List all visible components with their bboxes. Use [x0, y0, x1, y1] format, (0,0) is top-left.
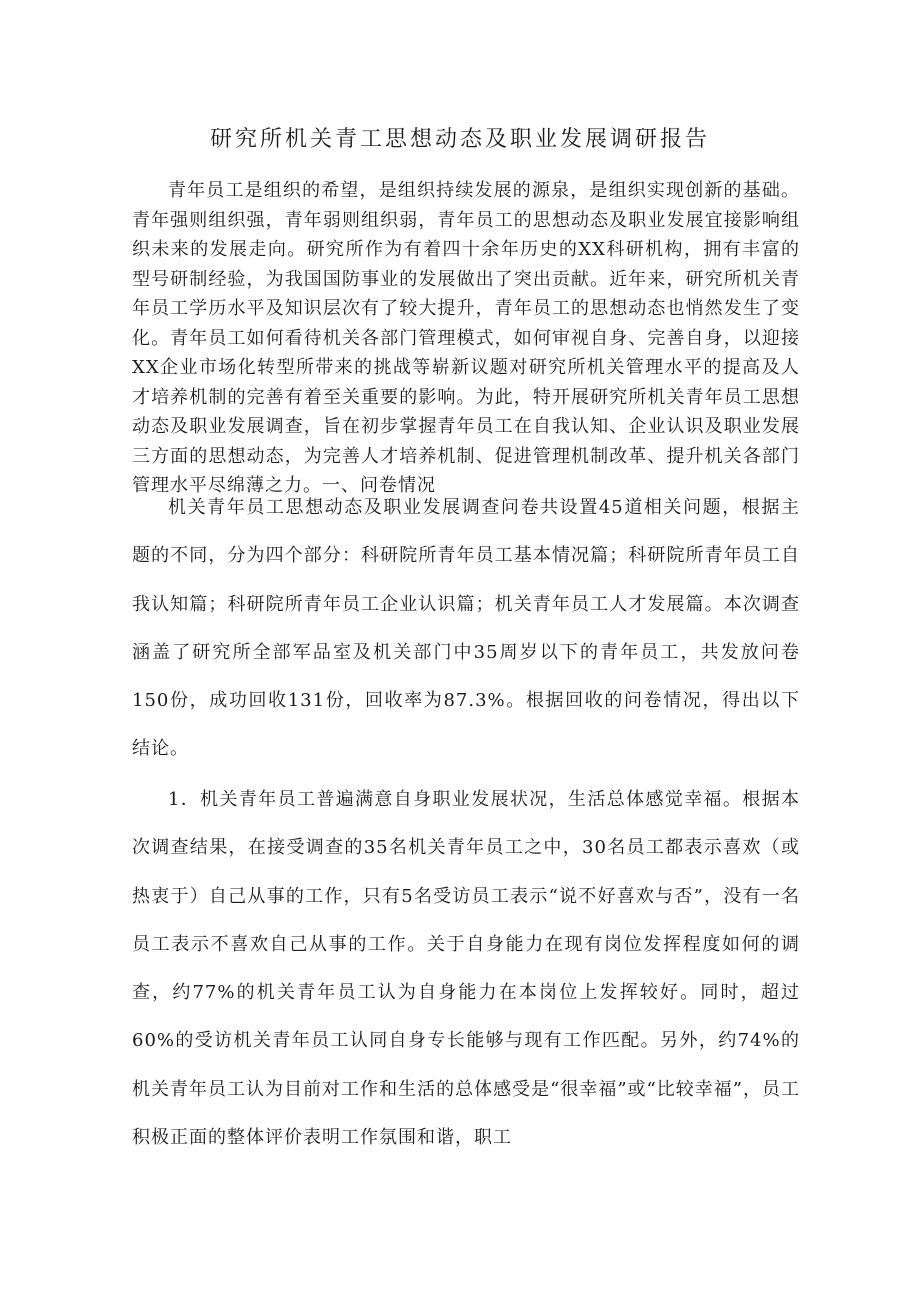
paragraph-introduction: 青年员工是组织的希望，是组织持续发展的源泉，是组织实现创新的基础。青年强则组织强，青年弱则组织弱，青年员工的思想动态及职业发展宜接影响组织未来的发展走向。研究所作为有着四十余年历史的XX科研机构，拥有丰富的型号研制经验，为我国国防事业的发展做出了突出贡献。近年来，研究所机关青年员工学历水平及知识层次有了较大提升，青年员工的思想动态也悄然发生了变化。青年员工如何看待机关各部门管理模式，如何审视自身、完善自身，以迎接XX企业市场化转型所带来的挑战等崭新议题对研究所机关管理水平的提高及人才培养机制的完善有着至关重要的影响。为此，特开展研究所机关青年员工思想动态及职业发展调查，旨在初步掌握青年员工在自我认知、企业认识及职业发展三方面的思想动态，为完善人才培养机制、促进管理机制改革、提升机关各部门管理水平尽绵薄之力。一、问卷情况	[132, 180, 800, 496]
paragraph-survey-overview: 机关青年员工思想动态及职业发展调查问卷共设置45道相关问题，根据主题的不同，分为四个部分：科研院所青年员工基本情况篇；科研院所青年员工自我认知篇；科研院所青年员工企业认识篇；机关青年员工人才发展篇。本次调查涵盖了研究所全部军品室及机关部门中35周岁以下的青年员工，共发放问卷150份，成功回收131份，回收率为87.3%。根据回收的问卷情况，得出以下结论。	[132, 497, 800, 760]
document-title: 研究所机关青工思想动态及职业发展调研报告	[209, 127, 710, 152]
paragraph-finding-1: 1．机关青年员工普遍满意自身职业发展状况，生活总体感觉幸福。根据本次调查结果，在接受调查的35名机关青年员工之中，30名员工都表示喜欢（或热衷于）自己从事的工作，只有5名受访员工表示“说不好喜欢与否”，没有一名员工表示不喜欢自己从事的工作。关于自身能力在现有岗位发挥程度如何的调查，约77%的机关青年员工认为自身能力在本岗位上发挥较好。同时，超过60%的受访机关青年员工认同自身专长能够与现有工作匹配。另外，约74%的机关青年员工认为目前对工作和生活的总体感受是“很幸福”或“比较幸福”，员工积极正面的整体评价表明工作氛围和谐，职工	[132, 789, 800, 1149]
